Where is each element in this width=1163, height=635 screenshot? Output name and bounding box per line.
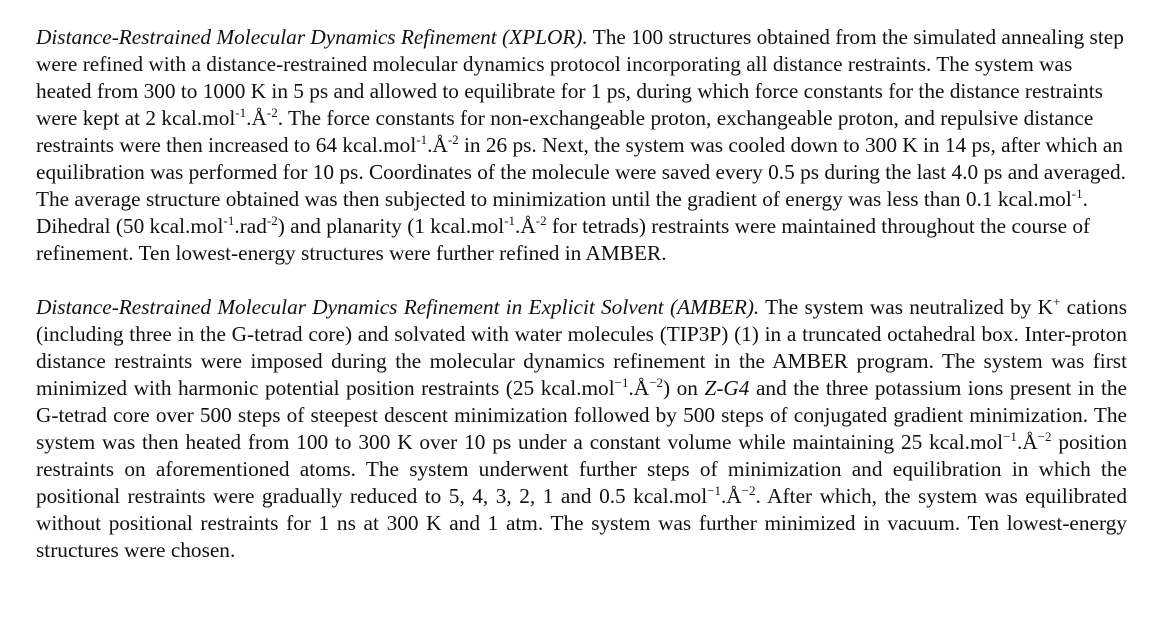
text-run: cations (including three in the G-tetrad core) and solvated with water molecules (TIP3P) (1) in a truncated octahedral box. Inter-proton distance restraints were imposed during the molecular dynamics refinement in the AMBER program. The system was first minimized with harmonic potential position restraints (25 kcal.mol: [36, 295, 1127, 400]
text-run: . Dihedral (50 kcal.mol: [36, 187, 1088, 238]
text-run: The 100 structures obtained from the simulated annealing step were refined with a distance-restrained molecular dynamics protocol incorporating all distance restraints. The system was heated from 300 to 1000 K in 5 ps and allowed to equilibrate for 1 ps, during which force constants for the distance restraints were kept at 2 kcal.mol: [36, 25, 1124, 130]
paragraph-heading: Distance-Restrained Molecular Dynamics Refinement in Explicit Solvent (AMBER).: [36, 295, 760, 319]
text-run: ) and planarity (1 kcal.mol: [277, 214, 505, 238]
text-run: position restraints on aforementioned atoms. The system underwent further steps of minimization and equilibration in which the positional restraints were gradually reduced to 5, 4, 3, 2, 1 and 0.5 kcal.mol: [36, 430, 1127, 508]
paragraph-body: [36, 25, 1126, 265]
superscript: −2: [741, 483, 756, 498]
paragraph-amber-refinement: [36, 294, 1127, 564]
italic-text: Z-G4: [704, 376, 750, 400]
superscript: -1: [504, 213, 516, 228]
superscript: -2: [447, 132, 459, 147]
paragraph-xplor-refinement: [36, 24, 1127, 267]
paragraph-body: [36, 295, 1127, 562]
superscript: +: [1053, 294, 1061, 309]
text-run: .Å: [1016, 430, 1038, 454]
text-run: The system was neutralized by K: [765, 295, 1054, 319]
text-run: in 26 ps. Next, the system was cooled down to 300 K in 14 ps, after which an equilibration was performed for 10 ps. Coordinates of the molecule were saved every 0.5 ps during the last 4.0 ps and averaged. The average structure obtained was then subjected to minimization until the gradient of energy was less than 0.1 kcal.mol: [36, 133, 1126, 211]
superscript: −1: [1003, 429, 1017, 444]
text-run: ) on: [663, 376, 705, 400]
text-run: . After which, the system was equilibrated without positional restraints for 1 ns at 300 K and 1 atm. The system was further minimized in vacuum. Ten lowest-energy structures were chosen.: [36, 484, 1127, 562]
text-run: .Å: [427, 133, 448, 157]
superscript: −1: [707, 483, 721, 498]
superscript: -1: [223, 213, 235, 228]
text-run: .Å: [515, 214, 536, 238]
text-run: .Å: [628, 376, 650, 400]
text-run: .Å: [246, 106, 267, 130]
superscript: -2: [535, 213, 547, 228]
superscript: -1: [416, 132, 428, 147]
superscript: −1: [614, 375, 629, 390]
superscript: −2: [649, 375, 664, 390]
text-run: for tetrads) restraints were maintained throughout the course of refinement. Ten lowest-energy structures were further refined in AMBER.: [36, 214, 1091, 265]
superscript: −2: [1037, 429, 1052, 444]
paragraph-heading: Distance-Restrained Molecular Dynamics Refinement (XPLOR).: [36, 25, 588, 49]
text-run: . The force constants for non-exchangeable proton, exchangeable proton, and repulsive distance restraints were then increased to 64 kcal.mol: [36, 106, 1094, 157]
text-run: and the three potassium ions present in the G-tetrad core over 500 steps of steepest descent minimization followed by 500 steps of conjugated gradient minimization. The system was then heated from 100 to 300 K over 10 ps under a constant volume while maintaining 25 kcal.mol: [36, 376, 1127, 454]
superscript: -1: [1071, 186, 1083, 201]
superscript: -2: [266, 105, 278, 120]
text-run: .rad: [234, 214, 267, 238]
text-run: .Å: [720, 484, 742, 508]
superscript: -2: [266, 213, 278, 228]
superscript: -1: [235, 105, 247, 120]
